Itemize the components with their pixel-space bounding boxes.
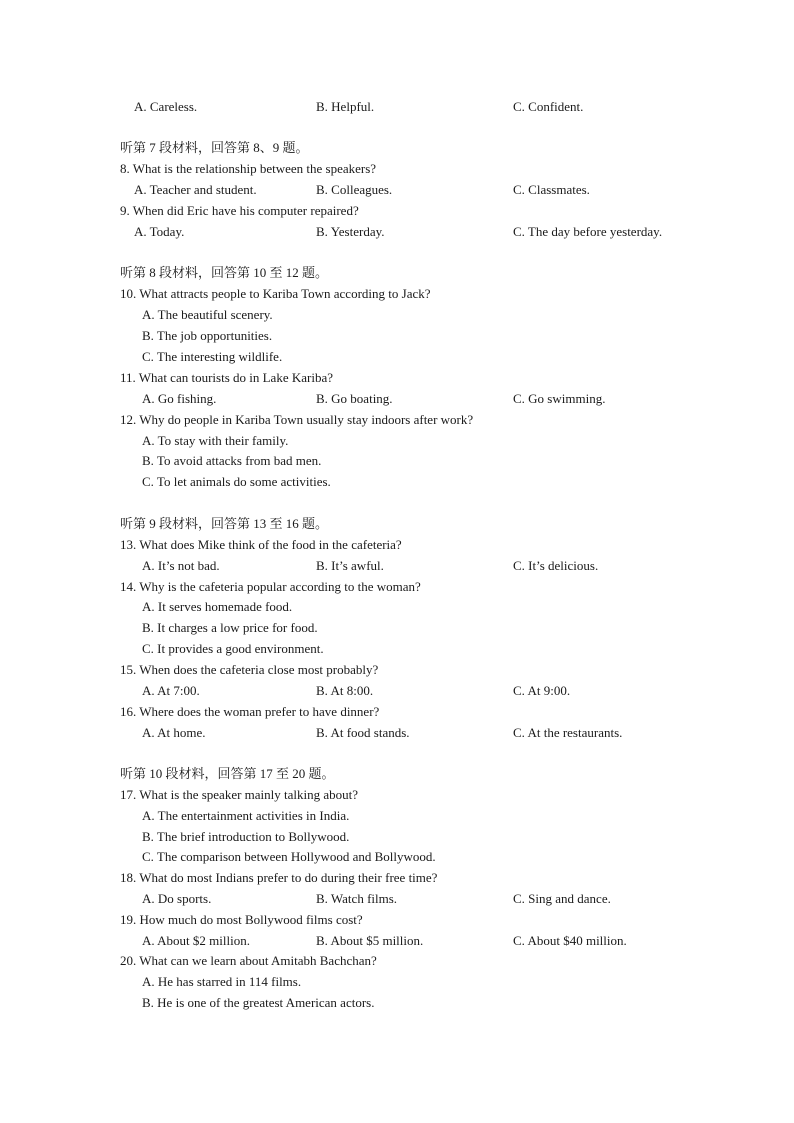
question-text: 18. What do most Indians prefer to do during their free time? <box>120 870 438 885</box>
option-c: C. To let animals do some activities. <box>142 474 331 489</box>
option-b: B. Watch films. <box>316 891 398 906</box>
option-a: A. To stay with their family. <box>142 433 289 448</box>
option-b: B. It charges a low price for food. <box>142 620 318 635</box>
section-heading-9: 听第 9 段材料，回答第 13 至 16 题。 <box>120 516 329 531</box>
question-text: 15. When does the cafeteria close most probably? <box>120 662 379 677</box>
section-heading-7: 听第 7 段材料，回答第 8、9 题。 <box>120 140 309 155</box>
option-a: A. About $2 million. <box>142 933 250 948</box>
question-text: 9. When did Eric have his computer repaired? <box>120 203 359 218</box>
option-c: C. At the restaurants. <box>513 725 623 740</box>
option-b: B. Yesterday. <box>316 224 385 239</box>
option-c: C. The comparison between Hollywood and Bollywood. <box>142 849 436 864</box>
option-a: A. The entertainment activities in India. <box>142 808 350 823</box>
option-a: A. It’s not bad. <box>142 558 220 573</box>
option-a: A. Go fishing. <box>142 391 217 406</box>
option-b: B. The brief introduction to Bollywood. <box>142 829 350 844</box>
option-c: C. About $40 million. <box>513 933 627 948</box>
option-a: A. At home. <box>142 725 206 740</box>
option-a: A. Today. <box>134 224 185 239</box>
section-heading-8: 听第 8 段材料，回答第 10 至 12 题。 <box>120 265 329 280</box>
option-a: A. The beautiful scenery. <box>142 307 273 322</box>
option-b: B. Colleagues. <box>316 182 393 197</box>
question-text: 13. What does Mike think of the food in the cafeteria? <box>120 537 402 552</box>
option-b: B. He is one of the greatest American actors. <box>142 995 375 1010</box>
option-c: C. Confident. <box>513 99 584 114</box>
option-a: A. At 7:00. <box>142 683 200 698</box>
question-text: 11. What can tourists do in Lake Kariba? <box>120 370 333 385</box>
option-b: B. About $5 million. <box>316 933 424 948</box>
option-c: C. Classmates. <box>513 182 590 197</box>
question-text: 14. Why is the cafeteria popular according to the woman? <box>120 579 421 594</box>
option-b: B. At 8:00. <box>316 683 374 698</box>
option-b: B. To avoid attacks from bad men. <box>142 453 322 468</box>
option-b: B. Go boating. <box>316 391 393 406</box>
question-text: 17. What is the speaker mainly talking about? <box>120 787 359 802</box>
option-c: C. The day before yesterday. <box>513 224 663 239</box>
option-a: A. It serves homemade food. <box>142 599 293 614</box>
question-text: 16. Where does the woman prefer to have dinner? <box>120 704 380 719</box>
section-heading-10: 听第 10 段材料，回答第 17 至 20 题。 <box>120 766 335 781</box>
option-c: C. Go swimming. <box>513 391 606 406</box>
question-text: 19. How much do most Bollywood films cost? <box>120 912 363 927</box>
option-c: C. At 9:00. <box>513 683 571 698</box>
option-c: C. The interesting wildlife. <box>142 349 283 364</box>
option-a: A. Teacher and student. <box>134 182 257 197</box>
option-b: B. At food stands. <box>316 725 410 740</box>
question-text: 20. What can we learn about Amitabh Bachchan? <box>120 953 377 968</box>
option-c: C. It’s delicious. <box>513 558 599 573</box>
option-b: B. Helpful. <box>316 99 375 114</box>
option-b: B. It’s awful. <box>316 558 384 573</box>
option-b: B. The job opportunities. <box>142 328 273 343</box>
option-a: A. He has starred in 114 films. <box>142 974 302 989</box>
option-a: A. Careless. <box>134 99 198 114</box>
option-c: C. Sing and dance. <box>513 891 611 906</box>
option-a: A. Do sports. <box>142 891 212 906</box>
question-text: 8. What is the relationship between the speakers? <box>120 161 377 176</box>
question-text: 12. Why do people in Kariba Town usually stay indoors after work? <box>120 412 474 427</box>
option-c: C. It provides a good environment. <box>142 641 324 656</box>
question-text: 10. What attracts people to Kariba Town according to Jack? <box>120 286 431 301</box>
